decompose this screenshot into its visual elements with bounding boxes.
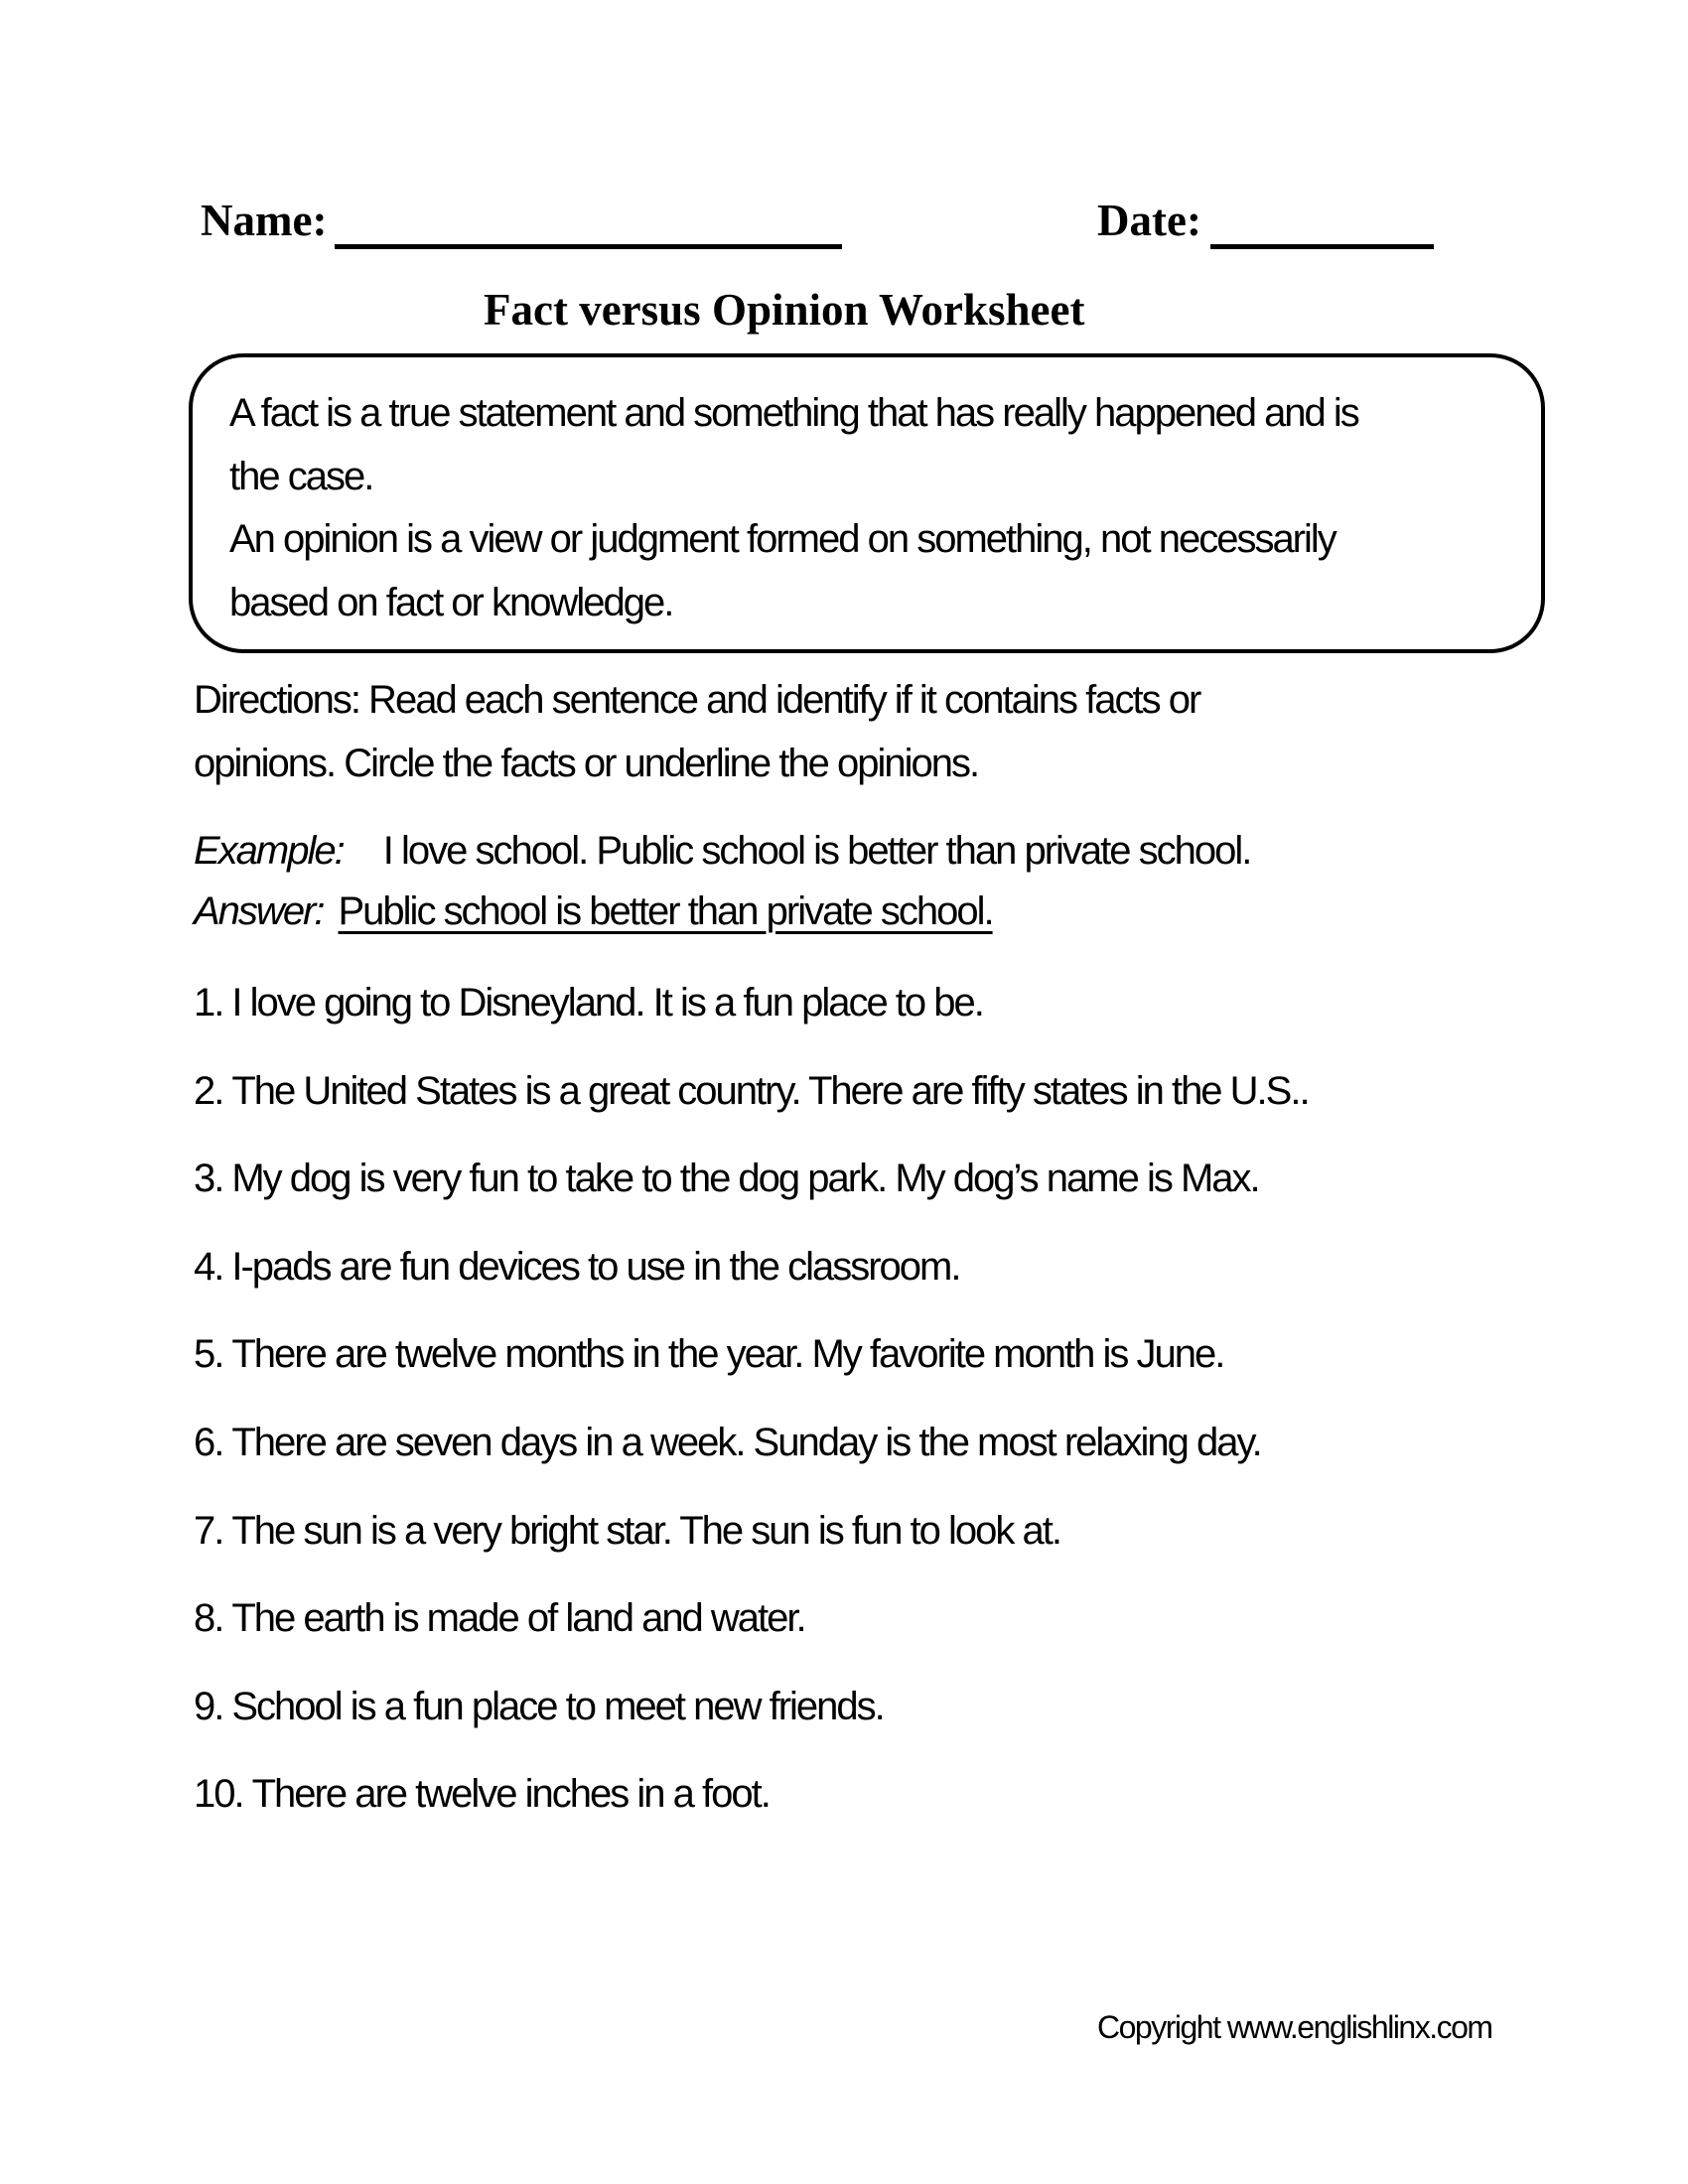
definition-line: based on fact or knowledge.	[229, 580, 673, 624]
item-number: 1.	[194, 981, 223, 1024]
directions-line: Directions: Read each sentence and identify if it contains facts or	[194, 678, 1200, 722]
item-text: There are seven days in a week. Sunday is the most relaxing day.	[231, 1420, 1261, 1464]
worksheet-item	[194, 1135, 1309, 1223]
item-number: 5.	[194, 1332, 223, 1377]
definition-line: A fact is a true statement and something that has really happened and is	[229, 391, 1358, 435]
item-number: 10.	[194, 1772, 243, 1817]
worksheet-item	[194, 1487, 1309, 1575]
directions-line: opinions. Circle the facts or underline the opinions.	[194, 742, 979, 785]
worksheet-item	[194, 1663, 1309, 1751]
date-blank-line	[1210, 244, 1434, 249]
item-text: There are twelve inches in a foot.	[251, 1772, 770, 1817]
worksheet-item	[194, 1750, 1309, 1839]
item-text: School is a fun place to meet new friends.	[231, 1684, 884, 1728]
worksheet-item	[194, 1574, 1309, 1663]
item-number: 7.	[194, 1508, 223, 1553]
name-blank-line	[335, 244, 842, 249]
item-number: 3.	[194, 1157, 223, 1201]
worksheet-item	[194, 1223, 1309, 1311]
definition-box	[189, 353, 1545, 653]
item-number: 6.	[194, 1420, 223, 1464]
item-number: 8.	[194, 1596, 223, 1641]
worksheet-item	[194, 1399, 1309, 1487]
copyright-text: Copyright www.englishlinx.com	[1097, 2009, 1492, 2045]
item-text: My dog is very fun to take to the dog park. My dog’s name is Max.	[231, 1157, 1259, 1201]
page-title: Fact versus Opinion Worksheet	[484, 285, 1085, 335]
item-text: There are twelve months in the year. My favorite month is June.	[231, 1332, 1224, 1377]
name-label: Name:	[201, 196, 328, 245]
worksheet-item	[194, 1310, 1309, 1399]
item-number: 9.	[194, 1684, 223, 1728]
item-number: 4.	[194, 1244, 223, 1289]
date-label: Date:	[1097, 196, 1201, 245]
item-text: I-pads are fun devices to use in the classroom.	[231, 1244, 960, 1289]
example-text: I love school. Public school is better than private school.	[382, 829, 1251, 873]
item-text: The earth is made of land and water.	[231, 1596, 805, 1641]
worksheet-item	[194, 1047, 1309, 1136]
definition-line: An opinion is a view or judgment formed on something, not necessarily	[229, 517, 1336, 561]
item-number: 2.	[194, 1068, 223, 1113]
item-text: I love going to Disneyland. It is a fun place to be.	[231, 981, 983, 1024]
item-text: The United States is a great country. There are fifty states in the U.S..	[231, 1068, 1309, 1113]
answer-text: Public school is better than private school.	[338, 889, 993, 933]
answer-line	[194, 882, 1250, 942]
example-label: Example:	[194, 829, 344, 873]
worksheet-item	[194, 959, 1309, 1047]
answer-label: Answer:	[194, 889, 324, 933]
sentence-list	[194, 959, 1309, 1839]
example-block	[194, 821, 1250, 942]
item-text: The sun is a very bright star. The sun is fun to look at.	[231, 1508, 1060, 1553]
example-line	[194, 821, 1250, 882]
directions-text	[194, 668, 1199, 795]
definition-line: the case.	[229, 454, 373, 498]
